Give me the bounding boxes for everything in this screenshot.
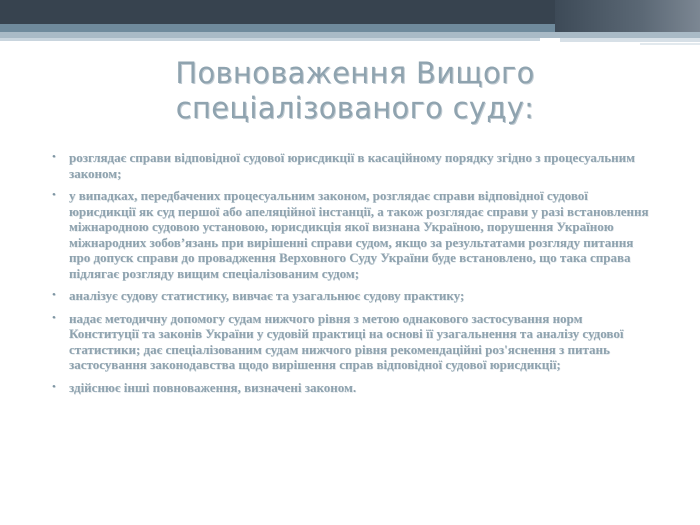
list-item — [52, 288, 652, 304]
list-item — [52, 150, 652, 181]
list-item — [52, 311, 652, 373]
list-item — [52, 380, 652, 396]
bullet-icon: • — [52, 151, 56, 163]
powers-list — [52, 150, 652, 402]
title-line-2: спеціалізованого суду: — [175, 91, 535, 125]
header-bar-gradient — [555, 0, 700, 32]
bullet-icon: • — [52, 189, 56, 201]
header-bar-accent-right — [560, 38, 700, 42]
list-item-text: надає методичну допомогу судам нижчого рівня з метою однакового застосування норм Конституції та законів України у судовій практиці на основі її узагальнення та аналізу судової статистики; дає спеціалізованим судам нижчого рівня рекомендаційні роз'яснення з питань застосування законодавства щодо вирішення справ відповідної судової юрисдикції; — [69, 310, 624, 372]
bullet-icon: • — [52, 380, 56, 393]
list-item-text: розглядає справи відповідної судової юрисдикції в касаційному порядку згідно з процесуальним законом; — [69, 150, 635, 181]
header-bar-mid — [0, 24, 555, 32]
list-item-text: аналізує судову статистику, вивчає та узагальнює судову практику; — [69, 288, 465, 303]
header-bar-accent — [0, 38, 540, 41]
bullet-icon: • — [52, 311, 56, 324]
list-item — [52, 188, 652, 281]
list-item-text: у випадках, передбачених процесуальним законом, розглядає справи відповідної судової юрисдикції як суд першої або апеляційної інстанції, а також розглядає справи у разі встановлення міжнародною судовою установою, юрисдикція якої визнана Україною, порушення Україною міжнародних зобов’язань при вирішенні справи судом, якщо за результатами розгляду питання про допуск справи до провадження Верховного Суду України буде встановлено, що така справа підлягає розгляду вищим спеціалізованим судом; — [69, 188, 649, 281]
header-thin-line — [640, 43, 700, 45]
bullet-icon: • — [52, 289, 56, 301]
title-line-1: Повноваження Вищого — [175, 56, 535, 90]
slide-title — [120, 56, 590, 126]
list-item-text: здійснює інші повноваження, визначені законом. — [69, 379, 357, 395]
